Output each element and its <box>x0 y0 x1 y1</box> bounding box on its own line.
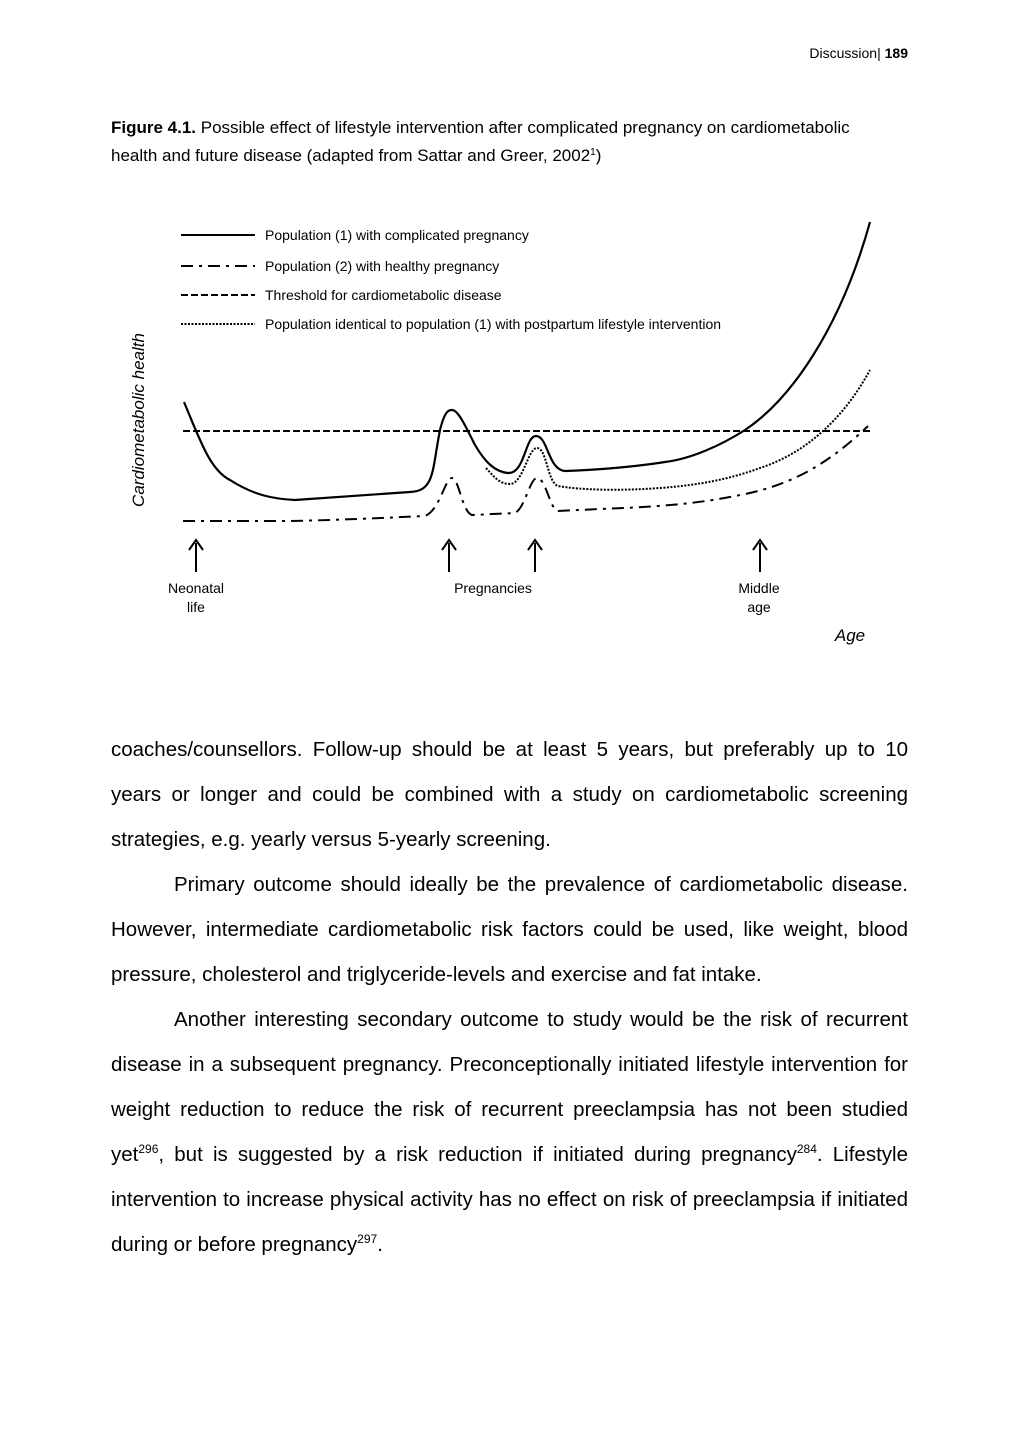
arrow-pregnancy-1 <box>442 540 456 572</box>
marker-neonatal-line1: Neonatal <box>167 580 225 596</box>
paragraph-3-part-b: , but is suggested by a risk reduction if initiated during pregnancy <box>158 1143 797 1166</box>
legend <box>181 227 721 332</box>
legend-label-1: Population (1) with complicated pregnancy <box>265 227 529 243</box>
marker-middle-line1: Middle <box>738 580 780 596</box>
page-number: 189 <box>884 45 908 61</box>
x-axis-label: Age <box>834 626 866 645</box>
paragraph-2: Primary outcome should ideally be the prevalence of cardiometabolic disease. However, intermediate cardiometabolic risk factors could be used, like weight, blood pressure, cholesterol and triglyceride-levels and exercise and fat intake. <box>111 873 908 986</box>
legend-label-3: Threshold for cardiometabolic disease <box>265 287 502 303</box>
caption-text: Possible effect of lifestyle intervention after complicated pregnancy on cardiometabolic health and future disease (adapted from Sattar and Greer, 2002 <box>111 118 850 165</box>
legend-label-2: Population (2) with healthy pregnancy <box>265 258 500 274</box>
marker-pregnancies: Pregnancies <box>454 580 532 596</box>
running-header <box>809 45 908 61</box>
header-separator: | <box>877 45 881 61</box>
legend-label-4: Population identical to population (1) with postpartum lifestyle intervention <box>265 316 722 332</box>
caption-ref: 1 <box>590 147 596 158</box>
header-section: Discussion <box>809 45 878 61</box>
curve-healthy-pregnancy <box>183 426 868 521</box>
figure-caption <box>111 115 871 168</box>
arrow-neonatal <box>189 540 203 572</box>
caption-close: ) <box>595 146 602 165</box>
paragraph-3-part-a: Another interesting secondary outcome to study would be the risk of recurrent disease in a subsequent pregnancy. Preconceptionally initiated lifestyle intervention for weight reduction to reduce the risk of recurrent preeclampsia has not been studied yet <box>111 1008 908 1166</box>
citation-296: 296 <box>138 1142 159 1156</box>
paragraph-3-part-d: . <box>377 1233 383 1256</box>
curve-lifestyle-intervention <box>486 370 870 490</box>
figure-label: Figure 4.1. <box>111 118 197 137</box>
citation-297: 297 <box>357 1232 378 1246</box>
paragraph-1: coaches/counsellors. Follow-up should be at least 5 years, but preferably up to 10 years or longer and could be combined with a study on cardiometabolic screening strategies, e.g. yearly versus 5-yearly screening. <box>111 738 908 851</box>
y-axis-label: Cardiometabolic health <box>129 333 148 507</box>
marker-neonatal-line2: life <box>187 599 205 615</box>
paragraph-3 <box>111 997 908 1267</box>
citation-284: 284 <box>796 1142 817 1156</box>
figure-4-1 <box>0 200 1020 660</box>
arrow-pregnancy-2 <box>528 540 542 572</box>
body-text <box>111 727 908 1267</box>
arrow-middle-age <box>753 540 767 572</box>
marker-middle-line2: age <box>747 599 771 615</box>
paragraph-3-part-c: . Lifestyle intervention to increase physical activity has no effect on risk of preeclampsia if initiated during or before pregnancy <box>111 1143 908 1256</box>
